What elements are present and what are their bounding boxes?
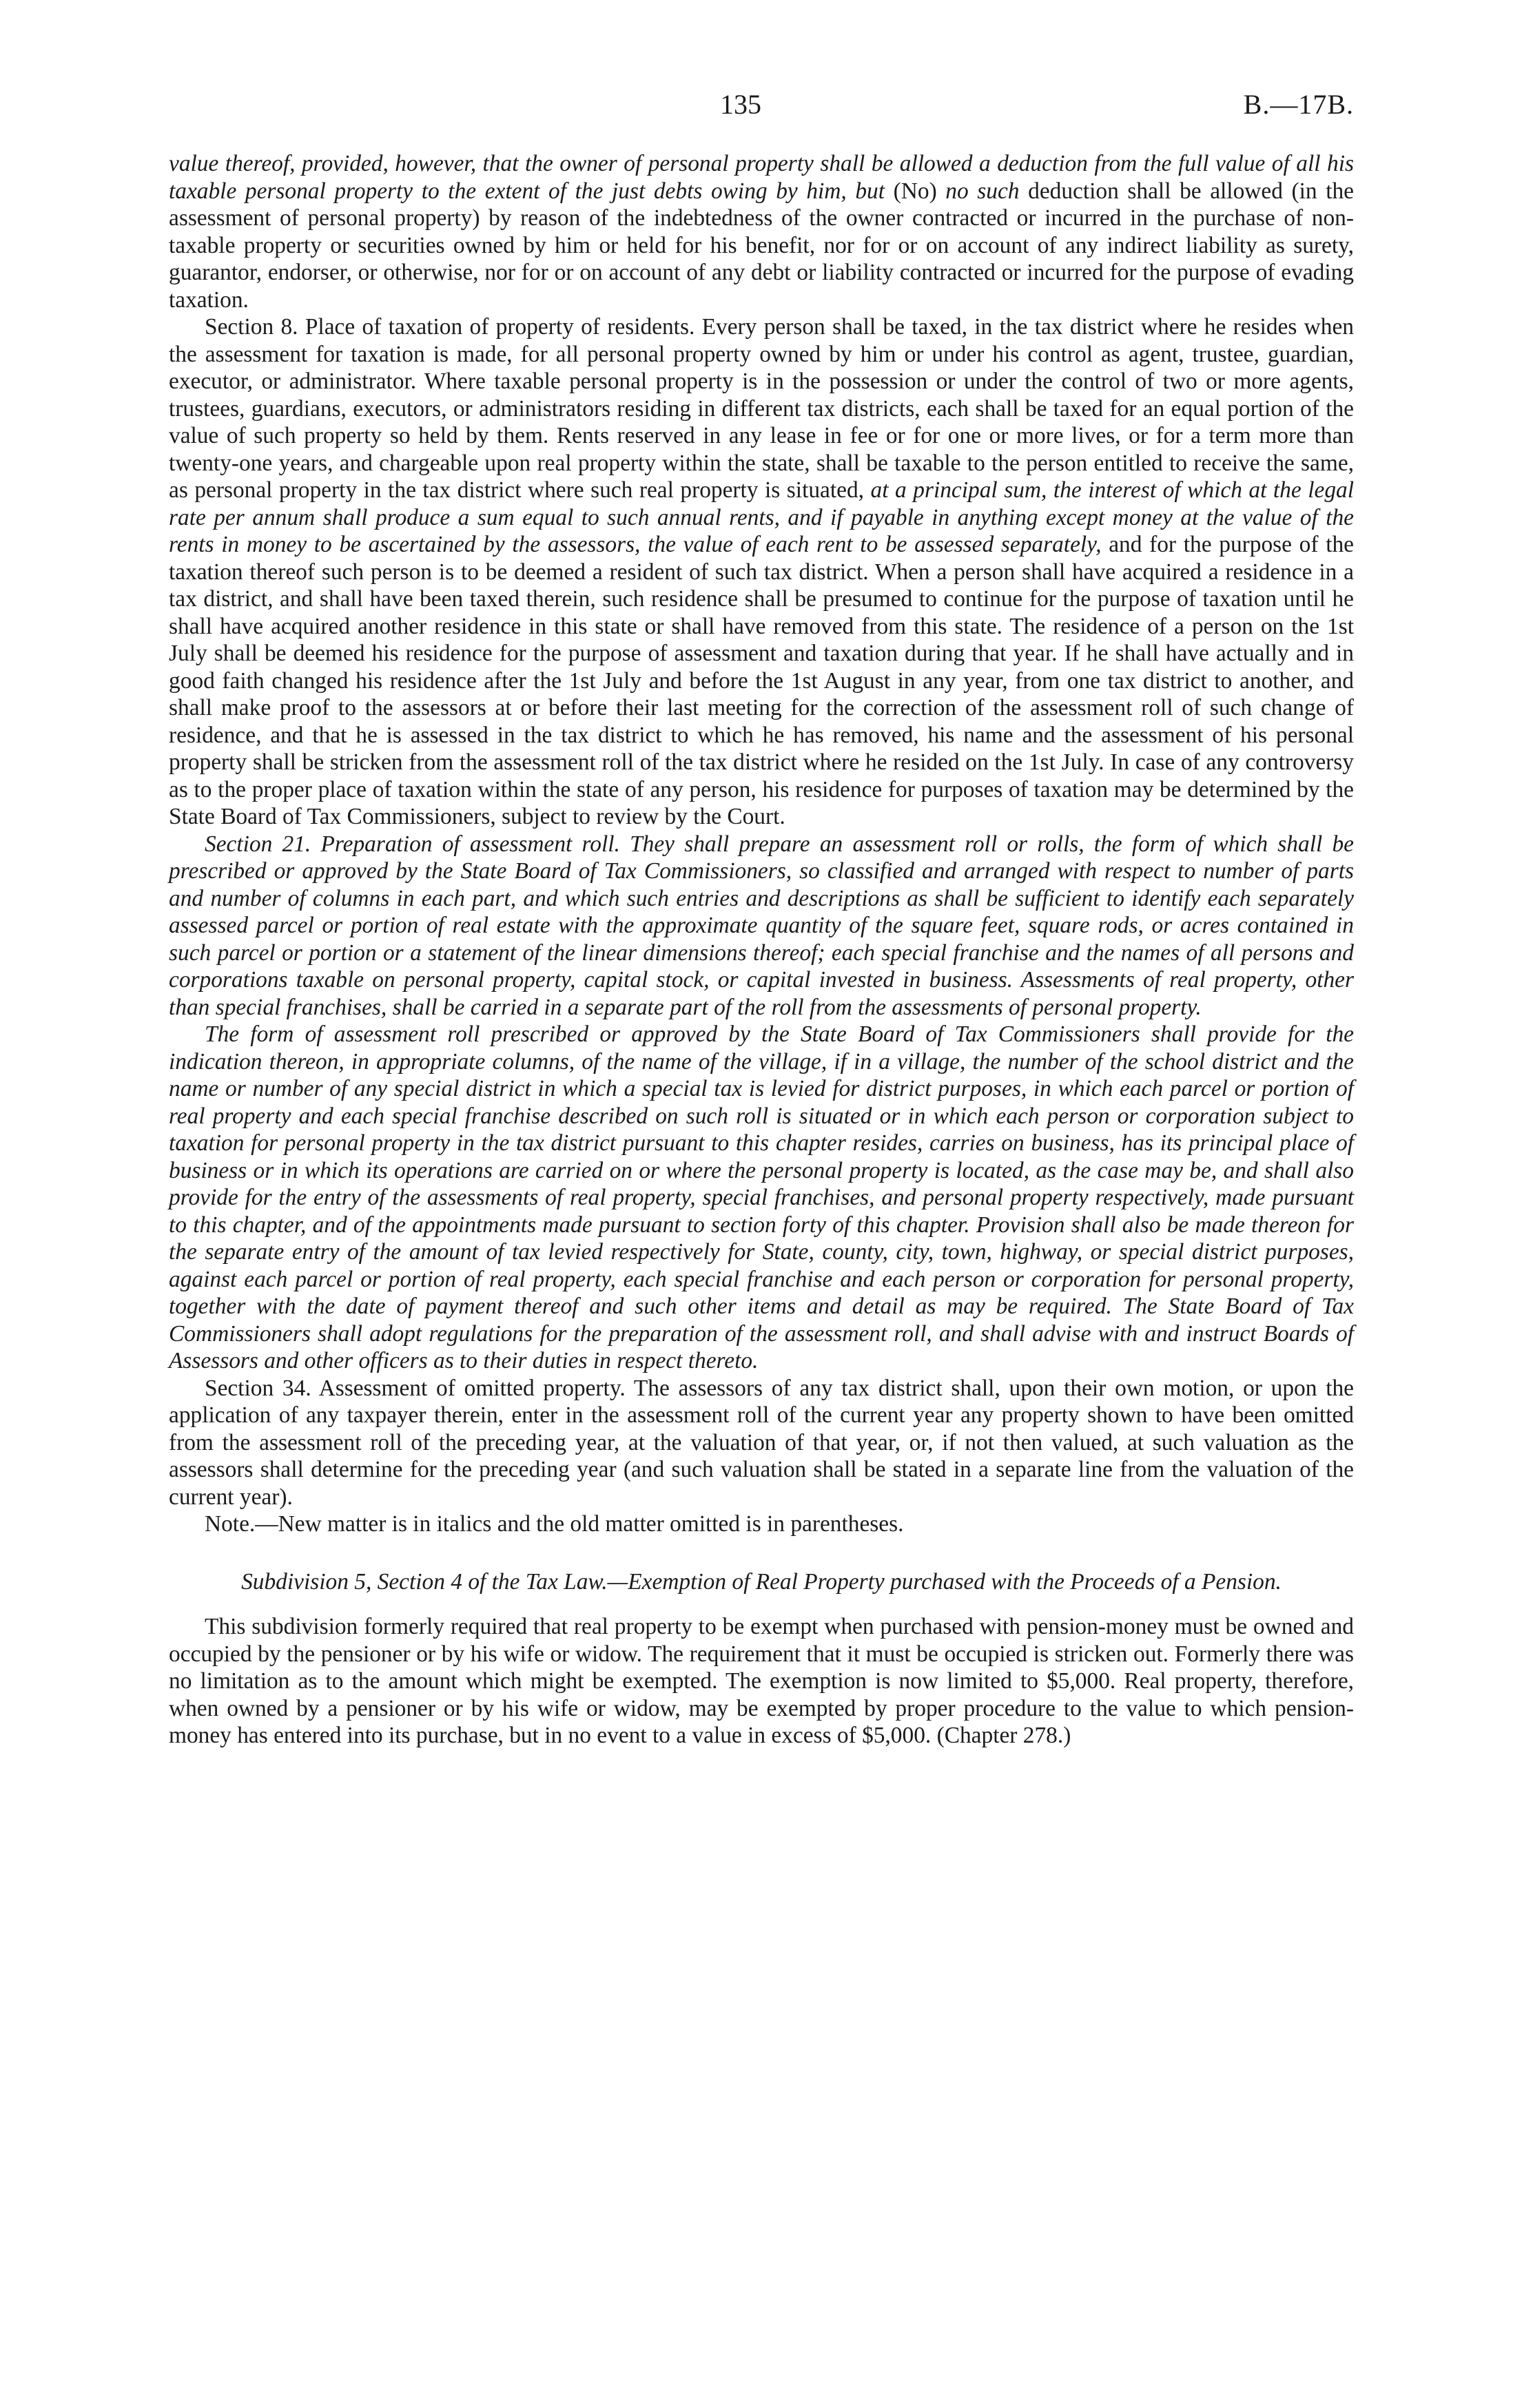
- italic-text: no such: [945, 178, 1020, 204]
- subdivision-heading: Subdivision 5, Section 4 of the Tax Law.—Exemption of Real Property purchased with the Proceeds of a Pension.: [241, 1568, 1282, 1595]
- body-text: deduction shall be allowed (in the assessment of personal property) by reason of the indebtedness of the owner contracted or incurred in the purchase of non-taxable property or securities owned by him or held for his benefit, nor for or on account of any indirect liability as surety, guarantor, endorser, or otherwise, nor for or on account of any debt or liability contracted or incurred for the purpose of evading taxation.: [169, 178, 1354, 313]
- paragraph-section-8: [169, 313, 1354, 831]
- italic-text: value thereof, provided, however, that the owner of personal property shall be allowed a deduction from the full value of all his taxable personal property to the extent of the just debts owing by him, but: [169, 151, 1354, 204]
- body-text: Section 8. Place of taxation of property of residents. Every person shall be taxed, in the tax district where he resides when the assessment for taxation is made, for all personal property owned by him or under his control as agent, trustee, guardian, executor, or administrator. Where taxable personal property is in the possession or under the control of two or more agents, trustees, guardians, executors, or administrators residing in different tax districts, each shall be taxed for an equal portion of the value of such property so held by them. Rents reserved in any lease in fee or for one or more lives, or for a term more than twenty-one years, and chargeable upon real property within the state, shall be taxable to the person entitled to receive the same, as personal property in the tax district where such real property is situated,: [169, 314, 1354, 503]
- page-number: 135: [720, 89, 761, 120]
- paragraph-assessment-roll-form: The form of assessment roll prescribed or approved by the State Board of Tax Commissioners shall provide for the indication thereon, in appropriate columns, of the name of the village, if in a village, the number of the school district and the name or number of any special district in which a special tax is levied for district purposes, in which each parcel or portion of real property and each special franchise described on such roll is situated or in which each person or corporation subject to taxation for personal property in the tax district pursuant to this chapter resides, carries on business, has its principal place of business or in which its operations are carried on or where the personal property is located, as the case may be, and shall also provide for the entry of the assessments of real property, special franchises, and personal property respectively, made pursuant to this chapter, and of the appointments made pursuant to section forty of this chapter. Provision shall also be made thereon for the separate entry of the amount of tax levied respectively for State, county, city, town, highway, or special district purposes, against each parcel or portion of real property, each special franchise and each person or corporation for personal property, together with the date of payment thereof and such other items and detail as may be required. The State Board of Tax Commissioners shall adopt regulations for the preparation of the assessment roll, and shall advise with and instruct Boards of Assessors and other officers as to their duties in respect thereto.: [169, 1021, 1354, 1373]
- page-header: [169, 88, 1354, 129]
- body-text: and for the purpose of the taxation thereof such person is to be deemed a resident of such tax district. When a person shall have acquired a residence in a tax district, and shall have been taxed therein, such residence shall be presumed to continue for the purpose of taxation until he shall have acquired another residence in this state or shall have removed from this state. The residence of a person on the 1st July shall be deemed his residence for the purpose of assessment and taxation during that year. If he shall have actually and in good faith changed his residence after the 1st July and before the 1st August in any year, from one tax district to another, and shall make proof to the assessors at or before their last meeting for the correction of the assessment roll of such change of residence, and that he is assessed in the tax district to which he has removed, his name and the assessment of his personal property shall be stricken from the assessment roll of the tax district where he resided on the 1st July. In case of any controversy as to the proper place of taxation within the state of any person, his residence for purposes of taxation may be determined by the State Board of Tax Commissioners, subject to review by the Court.: [169, 532, 1354, 829]
- paragraph-pension-exemption: This subdivision formerly required that real property to be exempt when purchased with pension-money must be owned and occupied by the pensioner or by his wife or widow. The requirement that it must be occupied is stricken out. Formerly there was no limitation as to the amount which might be exempted. The exemption is now limited to $5,000. Real property, therefore, when owned by a pensioner or by his wife or widow, may be exempted by proper procedure to the value to which pension-money has entered into its purchase, but in no event to a value in excess of $5,000. (Chapter 278.): [169, 1614, 1354, 1748]
- document-reference: B.—17B.: [1243, 89, 1354, 120]
- italic-text: at a principal sum, the interest of which at the legal rate per annum shall produce a sum equal to such annual rents, and if payable in anything except money at the value of the rents in money to be ascertained by the assessors, the value of each rent to be assessed separately,: [169, 477, 1354, 557]
- note: Note.—New matter is in italics and the old matter omitted is in parentheses.: [205, 1511, 904, 1537]
- paragraph-deduction: [169, 150, 1354, 313]
- paragraph-section-34: Section 34. Assessment of omitted property. The assessors of any tax district shall, upon their own motion, or upon the application of any taxpayer therein, enter in the assessment roll of the current year any property shown to have been omitted from the assessment roll of the preceding year, at the valuation of that year, or, if not then valued, at such valuation as the assessors shall determine for the preceding year (and such valuation shall be stated in a separate line from the valuation of the current year).: [169, 1375, 1354, 1510]
- omitted-text: (No): [885, 178, 946, 204]
- paragraph-section-21: Section 21. Preparation of assessment roll. They shall prepare an assessment roll or rolls, the form of which shall be prescribed or approved by the State Board of Tax Commissioners, so classified and arranged with respect to number of parts and number of columns in each part, and which such entries and descriptions as shall be sufficient to identify each separately assessed parcel or portion of real estate with the approximate quantity of the square feet, square rods, or acres contained in such parcel or portion or a statement of the linear dimensions thereof; each special franchise and the names of all persons and corporations taxable on personal property, capital stock, or capital invested in business. Assessments of real property, other than special franchises, shall be carried in a separate part of the roll from the assessments of personal property.: [169, 831, 1354, 1020]
- page-body: [169, 150, 1354, 1750]
